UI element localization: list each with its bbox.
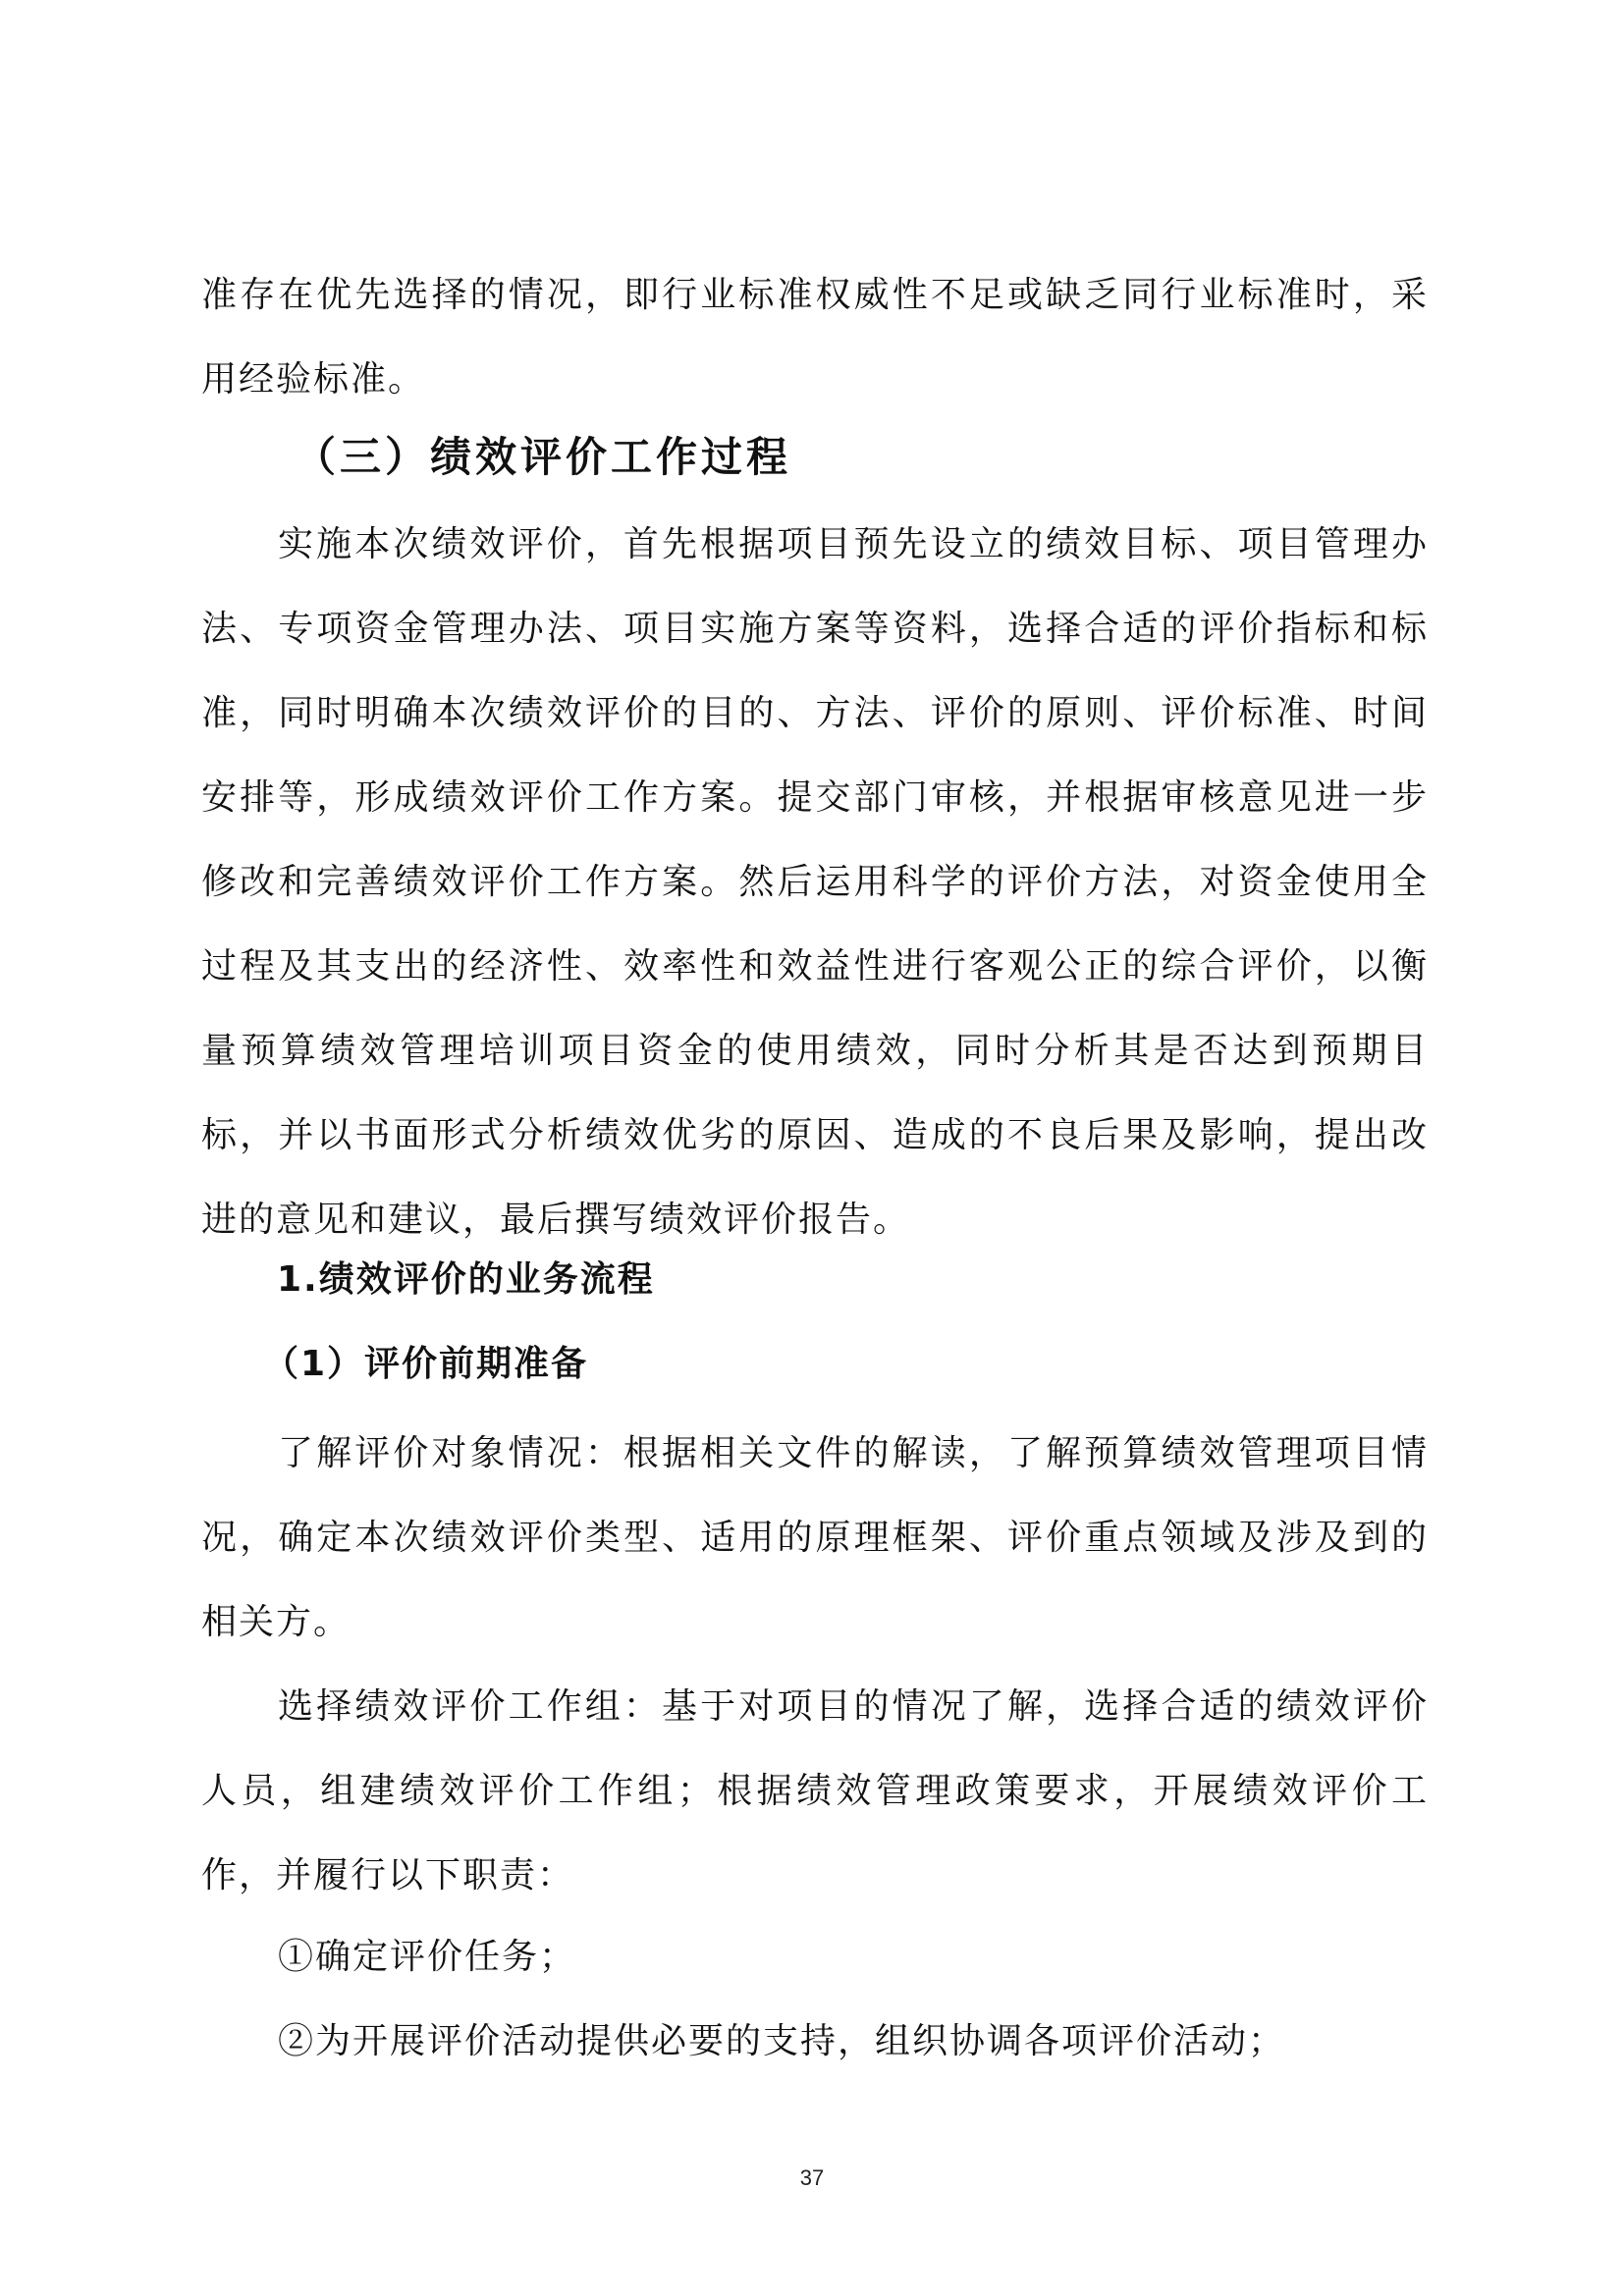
section-paragraph: 实施本次绩效评价，首先根据项目预先设立的绩效目标、项目管理办法、专项资金管理办法、项目实施方案等资料，选择合适的评价指标和标准，同时明确本次绩效评价的目的、方法、评价的原则、评价标准、时间安排等，形成绩效评价工作方案。提交部门审核，并根据审核意见进一步修改和完善绩效评价工作方案。然后运用科学的评价方法，对资金使用全过程及其支出的经济性、效率性和效益性进行客观公正的综合评价，以衡量预算绩效管理培训项目资金的使用绩效，同时分析其是否达到预期目标，并以书面形式分析绩效优劣的原因、造成的不良后果及影响，提出改进的意见和建议，最后撰写绩效评价报告。 <box>201 524 1429 1240</box>
list-item: ②为开展评价活动提供必要的支持，组织协调各项评价活动； <box>278 2021 1286 2061</box>
page-number: 37 <box>799 2165 825 2190</box>
section-heading: （三）绩效评价工作过程 <box>295 433 792 481</box>
list-item: ①确定评价任务； <box>278 1937 577 1977</box>
subheading-preparation: （1）评价前期准备 <box>263 1344 589 1384</box>
continued-paragraph: 准存在优先选择的情况，即行业标准权威性不足或缺乏同行业标准时，采用经验标准。 <box>201 275 1429 400</box>
subheading-business-process: 1.绩效评价的业务流程 <box>277 1259 655 1300</box>
paragraph-select-team: 选择绩效评价工作组：基于对项目的情况了解，选择合适的绩效评价人员，组建绩效评价工作组；根据绩效管理政策要求，开展绩效评价工作，并履行以下职责： <box>201 1686 1429 1896</box>
paragraph-understand-object: 了解评价对象情况：根据相关文件的解读，了解预算绩效管理项目情况，确定本次绩效评价类型、适用的原理框架、评价重点领域及涉及到的相关方。 <box>201 1433 1429 1642</box>
